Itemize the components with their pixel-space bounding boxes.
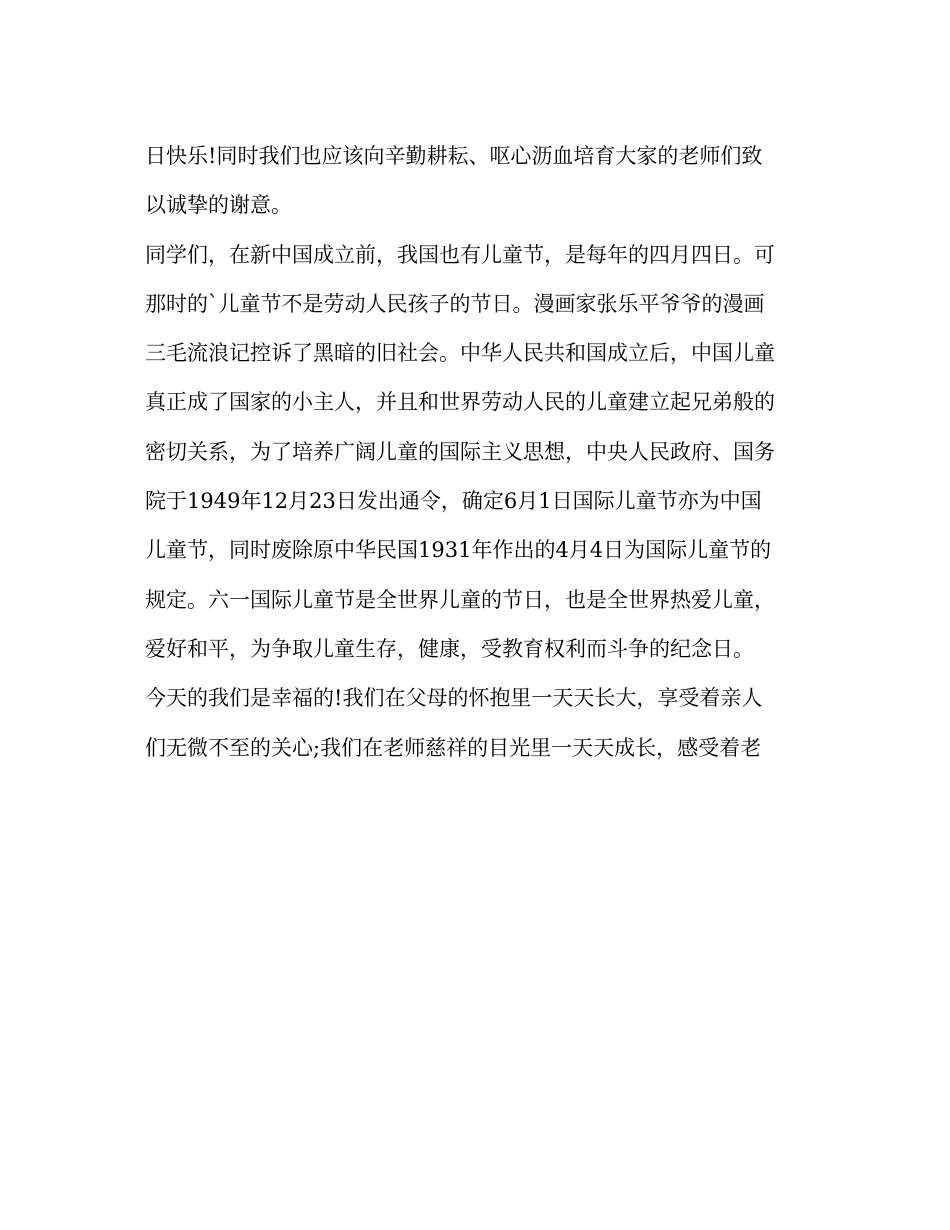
text-line: 爱好和平，为争取儿童生存，健康，受教育权利而斗争的纪念日。: [145, 636, 754, 661]
text-line: 三毛流浪记控诉了黑暗的旧社会。中华人民共和国成立后，中国儿童: [145, 341, 775, 366]
text-line: 规定。六一国际儿童节是全世界儿童的节日，也是全世界热爱儿童，: [145, 587, 775, 612]
text-line: 们无微不至的关心;我们在老师慈祥的目光里一天天成长，感受着老: [145, 735, 762, 760]
text-line: 真正成了国家的小主人，并且和世界劳动人民的儿童建立起兄弟般的: [145, 390, 775, 415]
text-line: 同学们，在新中国成立前，我国也有儿童节，是每年的四月四日。可: [145, 242, 775, 267]
text-line: 密切关系，为了培养广阔儿童的国际主义思想，中央人民政府、国务: [145, 439, 775, 464]
text-line: 儿童节，同时废除原中华民国1931年作出的4月4日为国际儿童节的: [145, 538, 772, 563]
body-text: [145, 132, 815, 773]
text-line: 日快乐!同时我们也应该向辛勤耕耘、呕心沥血培育大家的老师们致: [145, 144, 763, 168]
text-line: 院于1949年12月23日发出通令，确定6月1日国际儿童节亦为中国: [145, 489, 762, 514]
text-line: 今天的我们是幸福的!我们在父母的怀抱里一天天长大，享受着亲人: [145, 686, 763, 711]
text-line: 以诚挚的谢意。: [145, 193, 292, 218]
text-line: 那时的`儿童节不是劳动人民孩子的节日。漫画家张乐平爷爷的漫画: [145, 291, 765, 316]
